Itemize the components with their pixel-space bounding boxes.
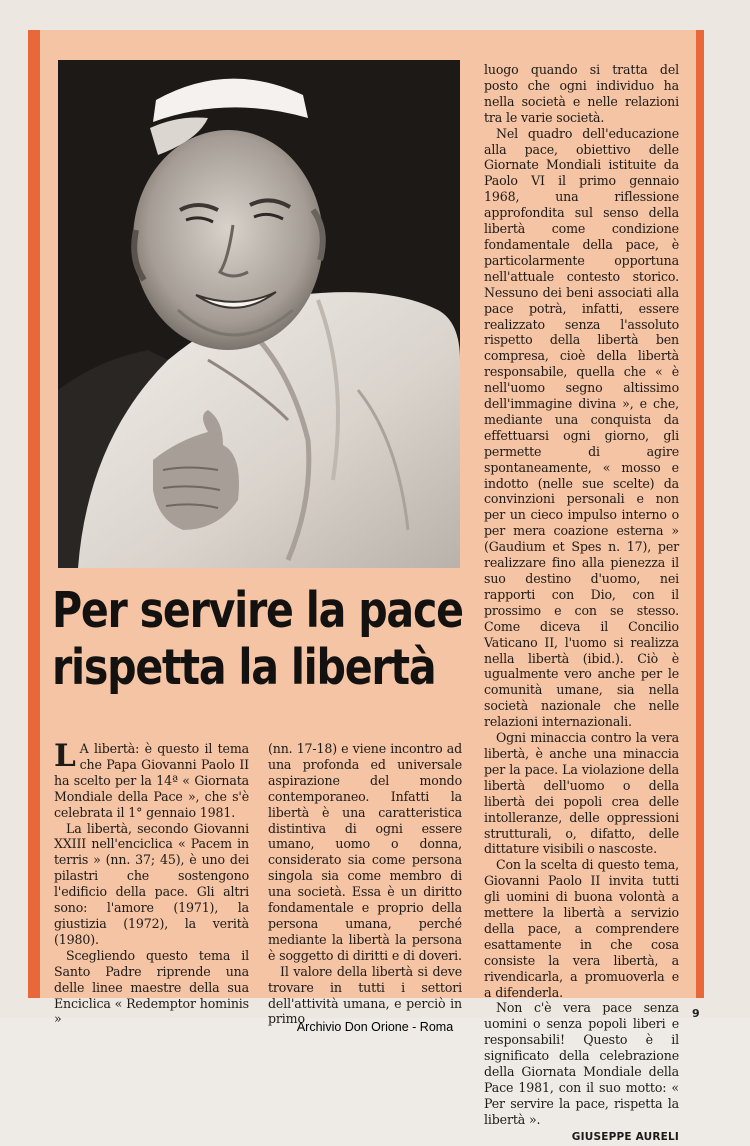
- left-accent-stripe: [28, 30, 40, 998]
- paragraph: La libertà, secondo Giovanni XXIII nell'enciclica « Pacem in terris » (nn. 37; 45), è uno dei pilastri che sostengono l'edificio della pace. Gli altri sono: l'amore (1971), la giustizia (1972), la verità (1980).: [54, 820, 249, 947]
- paragraph: L A libertà: è questo il tema che Papa Giovanni Paolo II ha scelto per la 14ª « Giornata Mondiale della Pace », che s'è celebrata il 1° gennaio 1981.: [54, 738, 249, 820]
- archive-footer: Archivio Don Orione - Roma: [296, 1020, 454, 1034]
- article-headline: [52, 582, 463, 696]
- paragraph: Non c'è vera pace senza uomini o senza popoli liberi e responsabili! Questo è il significato della celebrazione della Giornata Mondiale della Pace 1981, con il suo motto: « Per servire la pace, rispetta la libertà ».: [484, 1000, 679, 1127]
- right-accent-stripe: [696, 30, 704, 998]
- page-number: 9: [692, 1007, 700, 1020]
- paragraph: Scegliendo questo tema il Santo Padre riprende una delle linee maestre della sua Enciclica « Redemptor hominis »: [54, 947, 249, 1027]
- author-byline: GIUSEPPE AURELI: [571, 1130, 679, 1143]
- pope-portrait-photo: [58, 60, 460, 568]
- paragraph: (nn. 17-18) e viene incontro ad una profonda ed universale aspirazione del mondo contemporaneo. Infatti la libertà è una caratteristica distintiva di ogni essere umano, uomo o donna, considerato sia come persona singola sia come membro di una società. Essa è un diritto fondamentale e proprio della persona umana, perché mediante la libertà la persona è soggetto di diritti e di doveri.: [268, 741, 462, 963]
- article-column-2: [268, 741, 462, 1027]
- article-column-3: [484, 62, 679, 1146]
- paragraph: Ogni minaccia contro la vera libertà, è anche una minaccia per la pace. La violazione della libertà dell'uomo o della libertà dei popoli crea delle intolleranze, delle oppressioni strutturali, o, difatto, delle dittature visibili o nascoste.: [484, 730, 679, 857]
- article-column-1: [54, 738, 249, 1027]
- paragraph: Il valore della libertà si deve trovare in tutti i settori dell'attività umana, e perciò in primo: [268, 963, 462, 1027]
- paragraph: luogo quando si tratta del posto che ogni individuo ha nella società e nelle relazioni tra le varie società.: [484, 62, 679, 125]
- headline-line-1: Per servire la pace: [52, 582, 463, 639]
- paragraph: Con la scelta di questo tema, Giovanni Paolo II invita tutti gli uomini di buona volontà a mettere la libertà a servizio della pace, a comprendere esattamente in che cosa consiste la vera libertà, a rivendicarla, a promuoverla e a difenderla.: [484, 857, 679, 1000]
- paragraph: Nel quadro dell'educazione alla pace, obiettivo delle Giornate Mondiali istituite da Paolo VI il primo gennaio 1968, una riflessione approfondita sul senso della libertà come condizione fondamentale della pace, è particolarmente opportuna nell'attuale contesto storico. Nessuno dei beni associati alla pace potrà, infatti, essere realizzato senza l'assoluto rispetto della libertà ben compresa, cioè della libertà responsabile, quella che « è nell'uomo segno altissimo dell'immagine divina », e che, mediante una conquista da effettuarsi ogni giorno, gli permette di agire spontaneamente, « mosso e indotto (nelle sue scelte) da convinzioni personali e non per un cieco impulso interno o per mera coazione esterna » (Gaudium et Spes n. 17), per realizzare fino alla pienezza il suo destino d'uomo, nei rapporti con Dio, con il prossimo e con se stesso. Come diceva il Concilio Vaticano II, l'uomo si realizza nella libertà (ibid.). Ciò è ugualmente vero anche per le comunità umane, sia nella società nazionale che nelle relazioni internazionali.: [484, 125, 679, 730]
- drop-cap: L: [54, 738, 76, 774]
- headline-line-2: rispetta la libertà: [52, 639, 436, 696]
